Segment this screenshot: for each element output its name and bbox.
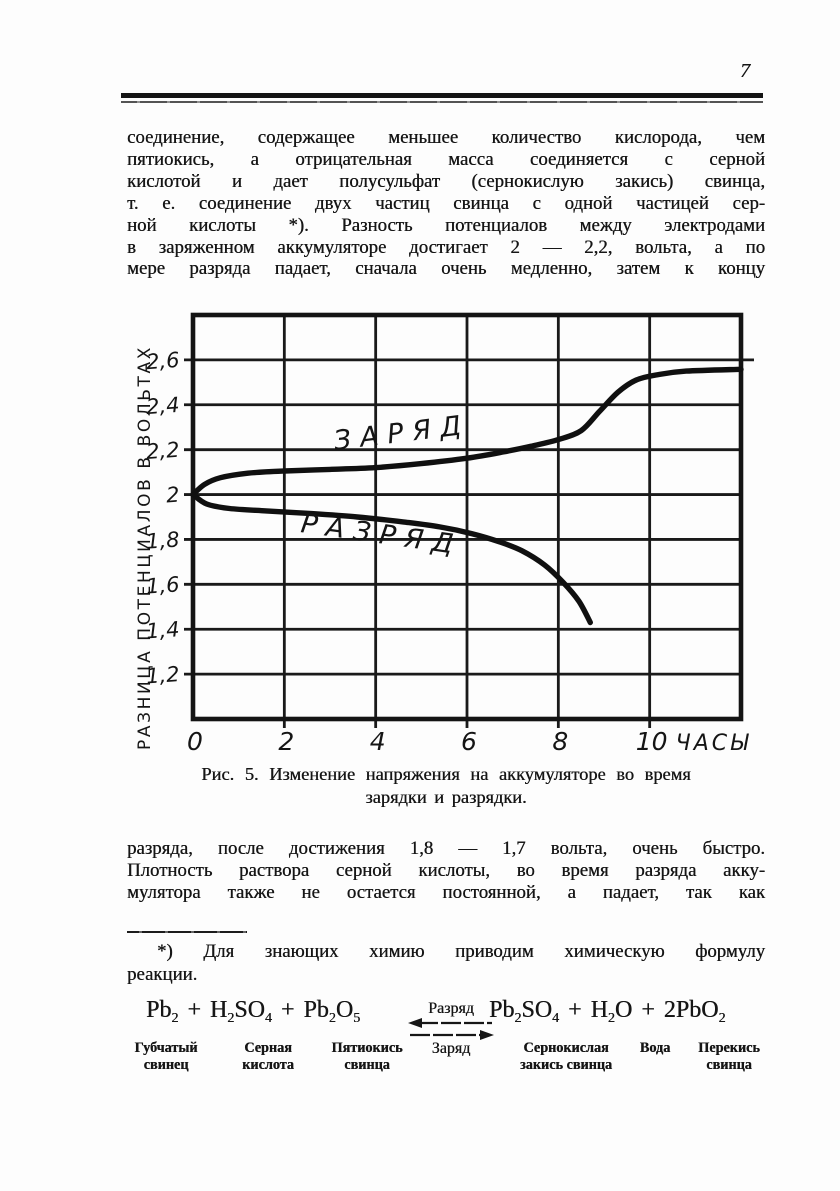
compound-label-lead-sulfate: Сернокислая закись свинца — [519, 1040, 613, 1073]
caption-line-2: зарядки и разрядки. — [365, 787, 527, 807]
figure-caption — [127, 763, 765, 809]
discharge-direction-label: Разряд — [428, 1000, 474, 1017]
footnote-line-2: реакции. — [127, 963, 198, 985]
paragraph-2 — [127, 838, 765, 904]
paragraph-2-line-1: разряда, после достижения 1,8 — 1,7 вольта, очень быстро. — [127, 838, 765, 859]
equation-left-side: $Pb_2 + H_2SO_4 + Pb_2O_5$ — [146, 997, 361, 1026]
x-tick-label-0: 0 — [187, 727, 203, 756]
charge-direction-label: Заряд — [431, 1040, 471, 1057]
paragraph-1-line-6: в заряженном аккумуляторе достигает 2 — 2,2, вольта, а по — [127, 236, 765, 258]
x-tick-label-8: 8 — [552, 727, 569, 756]
figure-chart — [130, 300, 770, 762]
y-tick-label-1,8: 1,8 — [145, 527, 181, 554]
footnote — [127, 941, 765, 986]
paragraph-1-line-7: мере разряда падает, сначала очень медленно, затем к концу — [127, 258, 765, 280]
x-tick-label-2: 2 — [278, 727, 295, 756]
x-axis-unit-label: ЧАСЫ — [675, 731, 752, 756]
paragraph-1-line-5: ной кислоты *). Разность потенциалов между электродами — [127, 214, 765, 236]
compound-label-sulfuric-acid: Серная кислота — [242, 1040, 294, 1073]
paragraph-2-line-2: Плотность раствора серной кислоты, во время разряда акку- — [127, 859, 765, 881]
compound-label-water: Вода — [639, 1040, 671, 1056]
x-tick-label-4: 4 — [369, 727, 386, 756]
curve-label-ЗАРЯД: ЗАРЯД — [332, 409, 472, 457]
y-tick-label-1,2: 1,2 — [145, 662, 181, 689]
paragraph-1-line-3: кислотой и дает полусульфат (сернокислую закись) свинца, — [127, 170, 765, 192]
y-tick-label-1,4: 1,4 — [145, 617, 181, 644]
y-axis-title: РАЗНИЦА ПОТЕНЦИАЛОВ В ВОЛЬТАХ — [135, 345, 155, 750]
paragraph-2-line-3: мулятора также не остается постоянной, а падает, так как — [127, 881, 765, 903]
voltage-chart — [130, 300, 770, 762]
y-tick-label-2,6: 2,6 — [145, 347, 181, 375]
y-tick-label-1,6: 1,6 — [145, 572, 181, 599]
y-tick-label-2: 2 — [165, 482, 181, 508]
rule-thick-bar — [121, 93, 763, 98]
x-tick-label-6: 6 — [461, 727, 477, 756]
compound-label-spongy-lead: Губчатый свинец — [134, 1040, 198, 1073]
footnote-line-1: *) Для знающих химию приводим химическую формулу — [157, 941, 765, 962]
footnote-separator-rule — [127, 931, 247, 933]
y-tick-label-2,4: 2,4 — [145, 392, 181, 420]
paragraph-1 — [127, 127, 765, 280]
paragraph-1-line-2: пятиокись, а отрицательная масса соединяется с серной — [127, 148, 765, 170]
rule-thin-bar — [121, 101, 763, 103]
paragraph-1-line-4: т. е. соединение двух частиц свинца с одной частицей сер- — [127, 192, 765, 214]
x-tick-label-10: 10 — [635, 727, 668, 756]
equation-right-side: $Pb_2SO_4 + H_2O + 2PbO_2$ — [489, 997, 726, 1026]
page-number: 7 — [740, 60, 750, 82]
caption-line-1: Рис. 5. Изменение напряжения на аккумуляторе во время — [201, 764, 691, 784]
curve-label-РАЗРЯД: РАЗРЯД — [299, 508, 464, 562]
paragraph-1-line-1: соединение, содержащее меньшее количество кислорода, чем — [127, 127, 765, 148]
curve-discharge — [193, 495, 590, 623]
compound-label-lead-pentoxide: Пятиокись свинца — [331, 1040, 403, 1073]
header-double-rule — [121, 93, 763, 103]
compound-label-lead-peroxide: Перекись свинца — [698, 1040, 760, 1073]
left-arrow-icon — [408, 1017, 494, 1029]
y-tick-label-2,2: 2,2 — [145, 437, 181, 464]
